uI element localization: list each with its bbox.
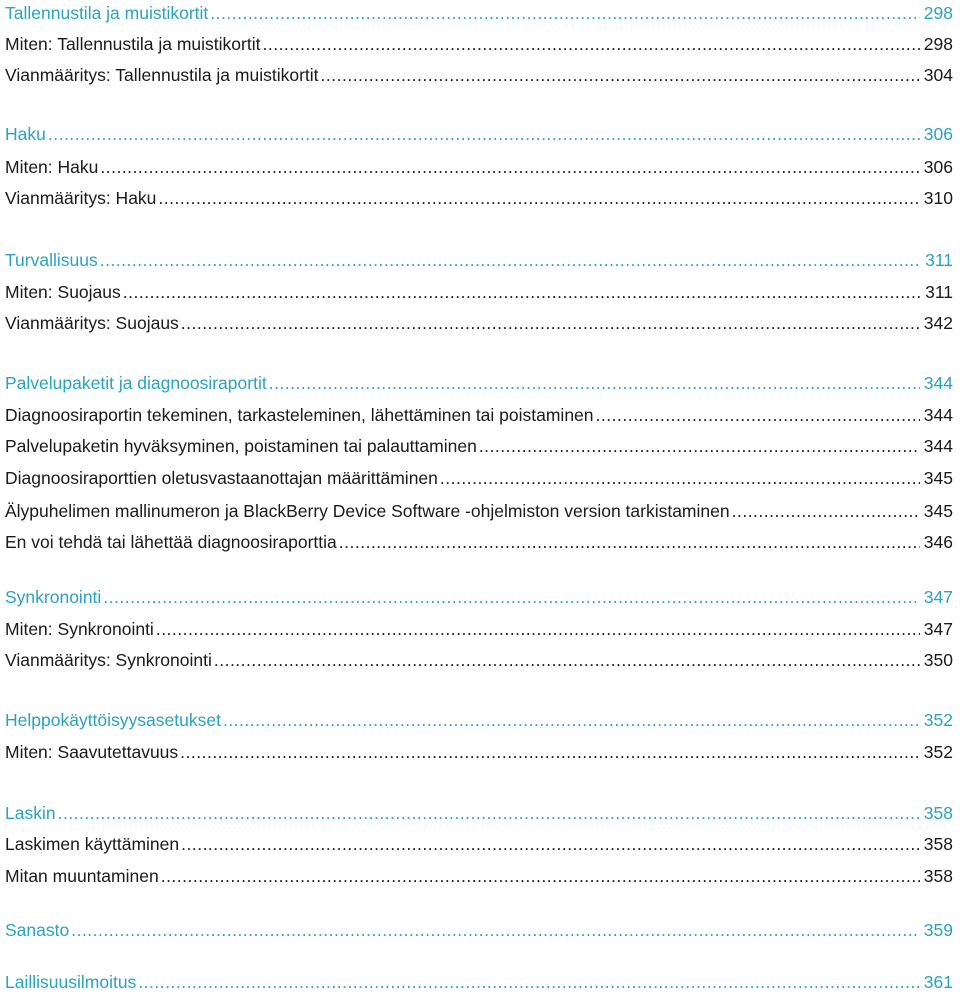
dot-leader <box>71 915 920 945</box>
toc-label: Vianmääritys: Synkronointi <box>5 650 212 670</box>
dot-leader <box>156 614 920 644</box>
toc-entry[interactable] <box>5 861 953 891</box>
toc-entry[interactable] <box>5 277 953 307</box>
toc-label: Miten: Suojaus <box>5 282 121 302</box>
dot-leader <box>210 0 920 28</box>
toc-page-number: 311 <box>925 282 953 302</box>
toc-page-number: 358 <box>923 866 953 886</box>
toc-label: En voi tehdä tai lähettää diagnoosiraporttia <box>5 532 337 552</box>
dot-leader <box>138 967 919 997</box>
toc-entry[interactable] <box>5 60 953 90</box>
dot-leader <box>100 152 919 182</box>
toc-label: Mitan muuntaminen <box>5 866 159 886</box>
dot-leader <box>181 829 920 859</box>
dot-leader <box>181 308 920 338</box>
toc-heading[interactable] <box>5 798 953 828</box>
dot-leader <box>158 183 919 213</box>
dot-leader <box>48 119 920 149</box>
toc-page-number: 345 <box>923 468 953 488</box>
toc-label: Tallennustila ja muistikortit <box>5 3 209 23</box>
toc-page-number: 352 <box>923 710 953 730</box>
toc-page-number: 306 <box>923 157 953 177</box>
toc-label: Haku <box>5 124 46 144</box>
dot-leader <box>321 60 920 90</box>
toc-entry[interactable] <box>5 737 953 767</box>
toc-label: Palvelupaketin hyväksyminen, poistaminen tai palauttaminen <box>5 436 477 456</box>
toc-label: Diagnoosiraporttien oletusvastaanottajan määrittäminen <box>5 468 438 488</box>
toc-heading[interactable] <box>5 0 953 28</box>
toc-label: Älypuhelimen mallinumeron ja BlackBerry Device Software -ohjelmiston version tarkistaminen <box>5 501 730 521</box>
toc-label: Vianmääritys: Suojaus <box>5 313 179 333</box>
toc-entry[interactable] <box>5 308 953 338</box>
toc-page-number: 359 <box>923 920 953 940</box>
toc-label: Palvelupaketit ja diagnoosiraportit <box>5 373 267 393</box>
toc-entry[interactable] <box>5 829 953 859</box>
toc-label: Synkronointi <box>5 587 102 607</box>
dot-leader <box>100 245 921 275</box>
dot-leader <box>223 705 920 735</box>
dot-leader <box>262 29 919 59</box>
toc-label: Miten: Tallennustila ja muistikortit <box>5 34 261 54</box>
toc-entry[interactable] <box>5 496 953 526</box>
toc-page-number: 311 <box>925 250 953 270</box>
toc-page-number: 310 <box>923 188 953 208</box>
toc-label: Laillisuusilmoitus <box>5 972 137 992</box>
dot-leader <box>732 496 920 526</box>
toc-heading[interactable] <box>5 245 953 275</box>
toc-page-number: 350 <box>923 650 953 670</box>
toc-entry[interactable] <box>5 527 953 557</box>
toc-heading[interactable] <box>5 582 953 612</box>
toc-entry[interactable] <box>5 431 953 461</box>
dot-leader <box>58 798 920 828</box>
toc-page-number: 304 <box>923 65 953 85</box>
toc-page-number: 352 <box>923 742 953 762</box>
toc-page-number: 344 <box>923 373 953 393</box>
toc-entry[interactable] <box>5 183 953 213</box>
dot-leader <box>123 277 921 307</box>
toc-entry[interactable] <box>5 29 953 59</box>
toc-label: Turvallisuus <box>5 250 98 270</box>
toc-label: Vianmääritys: Haku <box>5 188 157 208</box>
toc-entry[interactable] <box>5 400 953 430</box>
toc-entry[interactable] <box>5 614 953 644</box>
toc-page-number: 345 <box>923 501 953 521</box>
toc-page-number: 298 <box>923 3 953 23</box>
toc-page-number: 347 <box>923 587 953 607</box>
dot-leader <box>214 645 920 675</box>
toc-heading[interactable] <box>5 967 953 997</box>
toc-heading[interactable] <box>5 368 953 398</box>
dot-leader <box>596 400 920 430</box>
toc-page-number: 306 <box>923 124 953 144</box>
dot-leader <box>339 527 920 557</box>
toc-label: Miten: Haku <box>5 157 99 177</box>
dot-leader <box>161 861 920 891</box>
toc-heading[interactable] <box>5 119 953 149</box>
toc-label: Laskimen käyttäminen <box>5 834 180 854</box>
toc-entry[interactable] <box>5 645 953 675</box>
toc-label: Diagnoosiraportin tekeminen, tarkasteleminen, lähettäminen tai poistaminen <box>5 405 594 425</box>
toc-page-number: 342 <box>923 313 953 333</box>
toc-label: Miten: Saavutettavuus <box>5 742 179 762</box>
toc-entry[interactable] <box>5 152 953 182</box>
toc-label: Vianmääritys: Tallennustila ja muistikortit <box>5 65 319 85</box>
toc-page-number: 347 <box>923 619 953 639</box>
toc-page-number: 361 <box>923 972 953 992</box>
dot-leader <box>103 582 919 612</box>
dot-leader <box>269 368 920 398</box>
toc-label: Miten: Synkronointi <box>5 619 154 639</box>
toc-heading[interactable] <box>5 915 953 945</box>
dot-leader <box>180 737 920 767</box>
toc-page-number: 344 <box>923 436 953 456</box>
toc-page-number: 358 <box>923 803 953 823</box>
dot-leader <box>440 463 920 493</box>
toc-label: Sanasto <box>5 920 70 940</box>
toc-page-number: 346 <box>923 532 953 552</box>
toc-entry[interactable] <box>5 463 953 493</box>
toc-page-number: 344 <box>923 405 953 425</box>
toc-label: Laskin <box>5 803 56 823</box>
dot-leader <box>479 431 920 461</box>
toc-label: Helppokäyttöisyysasetukset <box>5 710 221 730</box>
toc-page-number: 358 <box>923 834 953 854</box>
toc-page-number: 298 <box>923 34 953 54</box>
toc-heading[interactable] <box>5 705 953 735</box>
